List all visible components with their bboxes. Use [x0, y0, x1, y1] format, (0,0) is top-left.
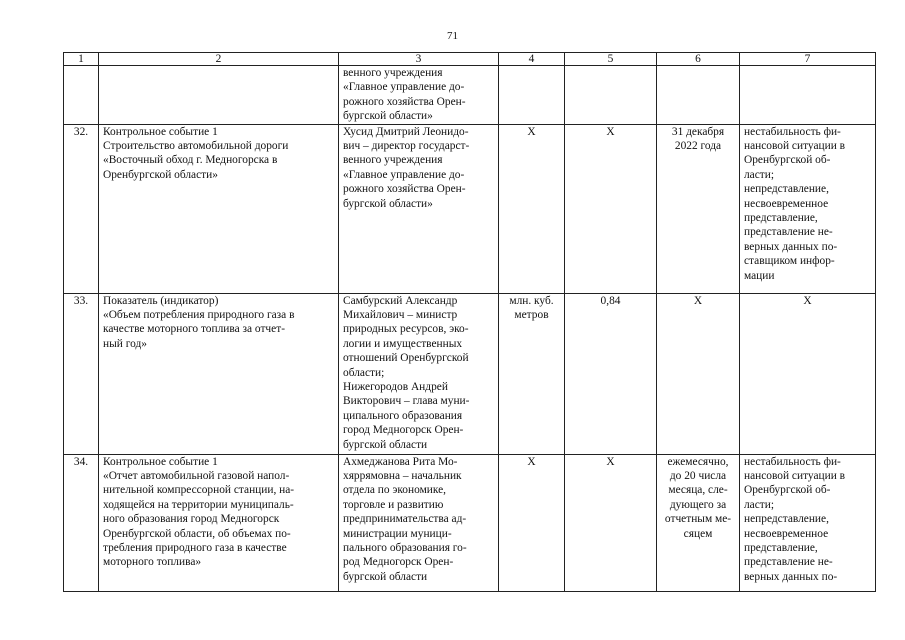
risk-description: нестабильность фи- нансовой ситуации в Оренбургской об- ласти; непредставление, несвоевременное представление, представление не- верных данных по-	[740, 454, 876, 591]
page-number: 71	[447, 30, 458, 42]
indicator-value: Х	[565, 454, 657, 591]
unit-of-measure: Х	[499, 454, 565, 591]
events-table	[63, 52, 876, 592]
deadline: ежемесячно, до 20 числа месяца, сле- дующего за отчетным ме- сяцем	[657, 454, 740, 591]
column-header: 5	[565, 53, 657, 66]
column-header: 6	[657, 53, 740, 66]
column-header: 7	[740, 53, 876, 66]
deadline: Х	[657, 293, 740, 454]
responsible-person: Ахмеджанова Рита Мо- хяррямовна – начальник отдела по экономике, торговле и развитию предпринимательства ад- министрации муници- пального образования го- род Медногорск Орен- бургской области	[339, 454, 499, 591]
indicator-value: 0,84	[565, 293, 657, 454]
row-number: 34.	[64, 454, 99, 591]
risk-description: Х	[740, 293, 876, 454]
table-row	[64, 454, 876, 591]
unit-of-measure	[499, 66, 565, 125]
row-number: 32.	[64, 124, 99, 293]
responsible-person: Самбурский Александр Михайлович – министр природных ресурсов, эко- логии и имущественных отношений Оренбургской области; Нижегородов Андрей Викторович – глава муни- ципального образования город Медногорск Орен- бургской области	[339, 293, 499, 454]
risk-description: нестабильность фи- нансовой ситуации в Оренбургской об- ласти; непредставление, несвоевременное представление, представление не- верных данных по- ставщиком инфор- мации	[740, 124, 876, 293]
responsible-person: венного учреждения «Главное управление до- рожного хозяйства Орен- бургской области»	[339, 66, 499, 125]
risk-description	[740, 66, 876, 125]
unit-of-measure: Х	[499, 124, 565, 293]
deadline: 31 декабря 2022 года	[657, 124, 740, 293]
column-header: 3	[339, 53, 499, 66]
unit-of-measure: млн. куб. метров	[499, 293, 565, 454]
table-row	[64, 293, 876, 454]
indicator-value	[565, 66, 657, 125]
table-row	[64, 66, 876, 125]
event-name: Контрольное событие 1 Строительство автомобильной дороги «Восточный обход г. Медногорска в Оренбургской области»	[99, 124, 339, 293]
deadline	[657, 66, 740, 125]
column-header: 2	[99, 53, 339, 66]
column-header: 4	[499, 53, 565, 66]
table-row	[64, 124, 876, 293]
responsible-person: Хусид Дмитрий Леонидо- вич – директор государст- венного учреждения «Главное управление до- рожного хозяйства Орен- бургской области»	[339, 124, 499, 293]
event-name: Показатель (индикатор) «Объем потребления природного газа в качестве моторного топлива за отчет- ный год»	[99, 293, 339, 454]
table-header-row	[64, 53, 876, 66]
column-header: 1	[64, 53, 99, 66]
event-name: Контрольное событие 1 «Отчет автомобильной газовой напол- нительной компрессорной станции, на- ходящейся на территории муниципаль- ного образования город Медногорск Оренбургской области, об объемах по- требления природного газа в качестве моторного топлива»	[99, 454, 339, 591]
event-name	[99, 66, 339, 125]
row-number	[64, 66, 99, 125]
indicator-value: Х	[565, 124, 657, 293]
row-number: 33.	[64, 293, 99, 454]
